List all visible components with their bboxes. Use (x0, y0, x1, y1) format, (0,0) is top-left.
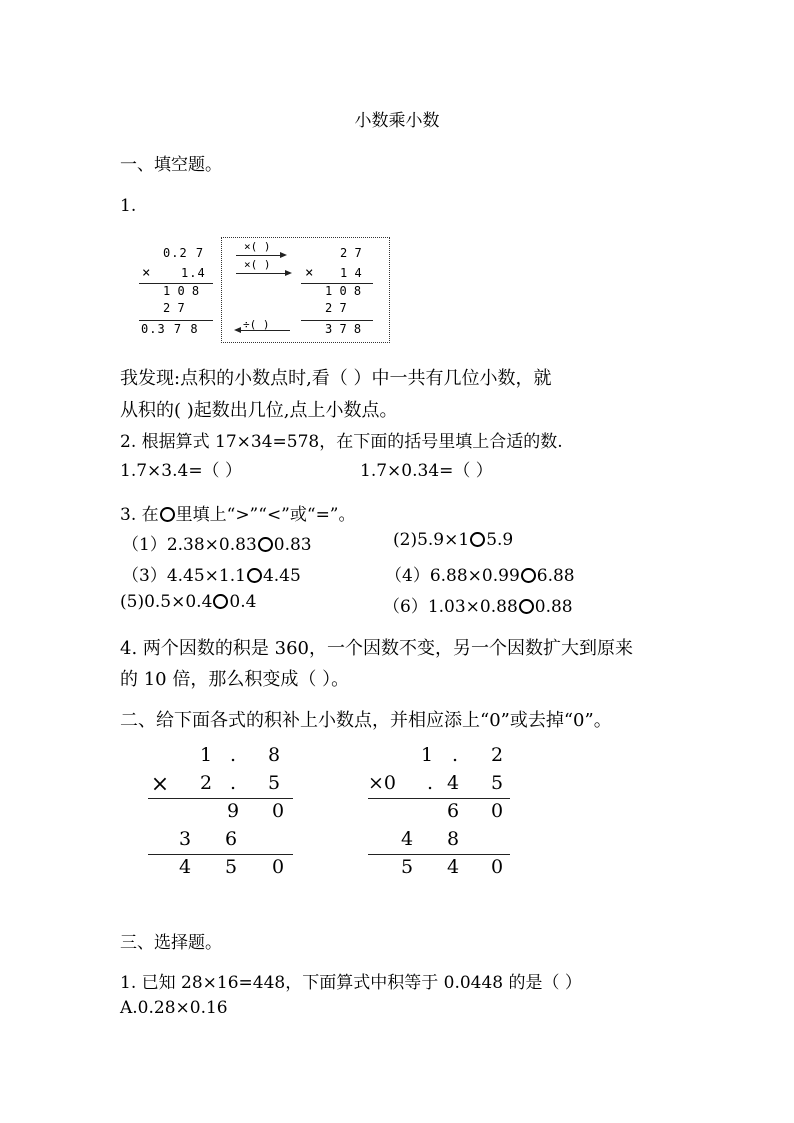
left-line-2 (139, 320, 213, 321)
left-row-3: 1 0 8 (163, 284, 200, 298)
box-op-1: ×( ) (244, 240, 271, 253)
left-row-4: 2 7 (163, 301, 185, 315)
calc-b-digit: 1 (420, 744, 434, 766)
q3-item-2-right: 5.9 (486, 530, 514, 550)
box-row-3: 1 0 8 (325, 284, 362, 298)
q3-item-1 (122, 530, 312, 555)
q1-discover-line-1: 我发现:点积的小数点时,看（ ）中一共有几位小数，就 (120, 368, 552, 389)
circle-icon (247, 568, 262, 583)
q3-item-5-left: (5)0.5×0.4 (120, 592, 213, 612)
left-row-2: 1.4 (181, 266, 206, 280)
q2-answer-b: 1.7×0.34=（ ） (360, 461, 493, 481)
q3-intro-a: 3. 在 (120, 505, 159, 525)
q3-item-3 (122, 561, 301, 586)
box-row-1: 2 7 (340, 246, 362, 260)
calc-b-point: . (426, 772, 434, 794)
circle-icon (470, 532, 485, 547)
calc-a-point: . (229, 744, 237, 766)
q3-item-5-right: 0.4 (229, 592, 257, 612)
calc-a-times-sign: × (150, 772, 170, 797)
q3-item-1-right: 0.83 (273, 535, 312, 555)
calc-b-line-1 (368, 798, 510, 799)
calc-b-digit: 4 (400, 828, 414, 850)
arrow-2-line (236, 273, 286, 274)
calc-b-digit: 5 (400, 856, 414, 878)
box-times-sign: × (305, 265, 314, 281)
q3-item-5 (120, 592, 256, 612)
q3-intro (120, 500, 356, 525)
calc-b-digit: 5 (490, 772, 504, 794)
q3-item-6 (383, 592, 573, 617)
q3-item-2-left: (2)5.9×1 (393, 530, 470, 550)
arrow-1-line (236, 255, 282, 256)
q3-intro-b: 里填上“>”“<”或“=”。 (175, 505, 356, 525)
calc-b-digit: 6 (446, 800, 460, 822)
q3-item-4 (385, 561, 575, 586)
q3-item-6-left: （6）1.03×0.88 (383, 597, 518, 617)
calc-b-digit: 4 (446, 856, 460, 878)
arrow-3-line (240, 330, 290, 331)
calc-a-digit: 6 (224, 828, 238, 850)
q3-item-1-left: （1）2.38×0.83 (122, 535, 257, 555)
calc-a-digit: 5 (224, 856, 238, 878)
arrow-left-icon (234, 327, 241, 333)
calc-b-digit: 0 (490, 856, 504, 878)
calc-b-times-zero: ×0 (368, 772, 397, 794)
arrow-right-icon (280, 252, 287, 258)
calc-a-line-1 (148, 798, 293, 799)
q4-line-1: 4. 两个因数的积是 360，一个因数不变，另一个因数扩大到原来 (120, 638, 633, 659)
section-1-heading: 一、填空题。 (120, 155, 222, 175)
left-times-sign: × (142, 265, 151, 281)
calc-a-digit: 8 (267, 744, 281, 766)
q3-item-6-right: 0.88 (534, 597, 573, 617)
calc-a-digit: 2 (199, 772, 213, 794)
q3-item-3-left: （3）4.45×1.1 (122, 566, 246, 586)
left-row-1: 0.2 7 (163, 246, 205, 260)
s3-q1: 1. 已知 28×16=448，下面算式中积等于 0.0448 的是（ ） (120, 973, 582, 993)
q3-item-3-right: 4.45 (262, 566, 301, 586)
calc-a-digit: 3 (178, 828, 192, 850)
s3-option-a: A.0.28×0.16 (120, 998, 228, 1018)
q2-line-1: 2. 根据算式 17×34=578，在下面的括号里填上合适的数. (120, 432, 563, 452)
box-row-2: 1 4 (340, 266, 362, 280)
left-row-5: 0.3 7 8 (141, 322, 199, 336)
calc-a-digit: 1 (199, 744, 213, 766)
calc-a-digit: 0 (271, 800, 285, 822)
calc-b-digit: 8 (446, 828, 460, 850)
section-2-heading: 二、给下面各式的积补上小数点，并相应添上“0”或去掉“0”。 (120, 710, 612, 731)
q4-line-2: 的 10 倍，那么积变成（ ）。 (120, 669, 350, 690)
calc-a-point: . (229, 772, 237, 794)
calc-a-digit: 4 (178, 856, 192, 878)
q2-answer-a: 1.7×3.4=（ ） (120, 461, 242, 481)
box-row-5: 3 7 8 (325, 322, 362, 336)
q3-item-4-left: （4）6.88×0.99 (385, 566, 520, 586)
calc-a-line-2 (148, 854, 293, 855)
calc-b-digit: 0 (490, 800, 504, 822)
page-title: 小数乘小数 (354, 111, 440, 131)
q1-number: 1. (120, 196, 137, 216)
section-3-heading: 三、选择题。 (120, 933, 222, 953)
circle-icon (258, 537, 273, 552)
circle-icon (519, 599, 534, 614)
calc-b-line-2 (368, 854, 510, 855)
q1-discover-line-2: 从积的( )起数出几位,点上小数点。 (120, 400, 398, 421)
q3-item-4-right: 6.88 (536, 566, 575, 586)
box-line-2 (301, 320, 373, 321)
calc-a-digit: 5 (267, 772, 281, 794)
box-row-4: 2 7 (325, 301, 347, 315)
circle-icon (160, 507, 175, 522)
calc-a-digit: 9 (226, 800, 240, 822)
arrow-right-icon (285, 270, 292, 276)
circle-icon (213, 594, 228, 609)
q3-item-2 (393, 530, 513, 550)
box-op-3: ÷( ) (243, 318, 270, 331)
circle-icon (521, 568, 536, 583)
calc-a-digit: 0 (271, 856, 285, 878)
calc-b-digit: 2 (490, 744, 504, 766)
calc-b-digit: 4 (446, 772, 460, 794)
box-op-2: ×( ) (244, 258, 271, 271)
calc-b-point: . (451, 744, 459, 766)
